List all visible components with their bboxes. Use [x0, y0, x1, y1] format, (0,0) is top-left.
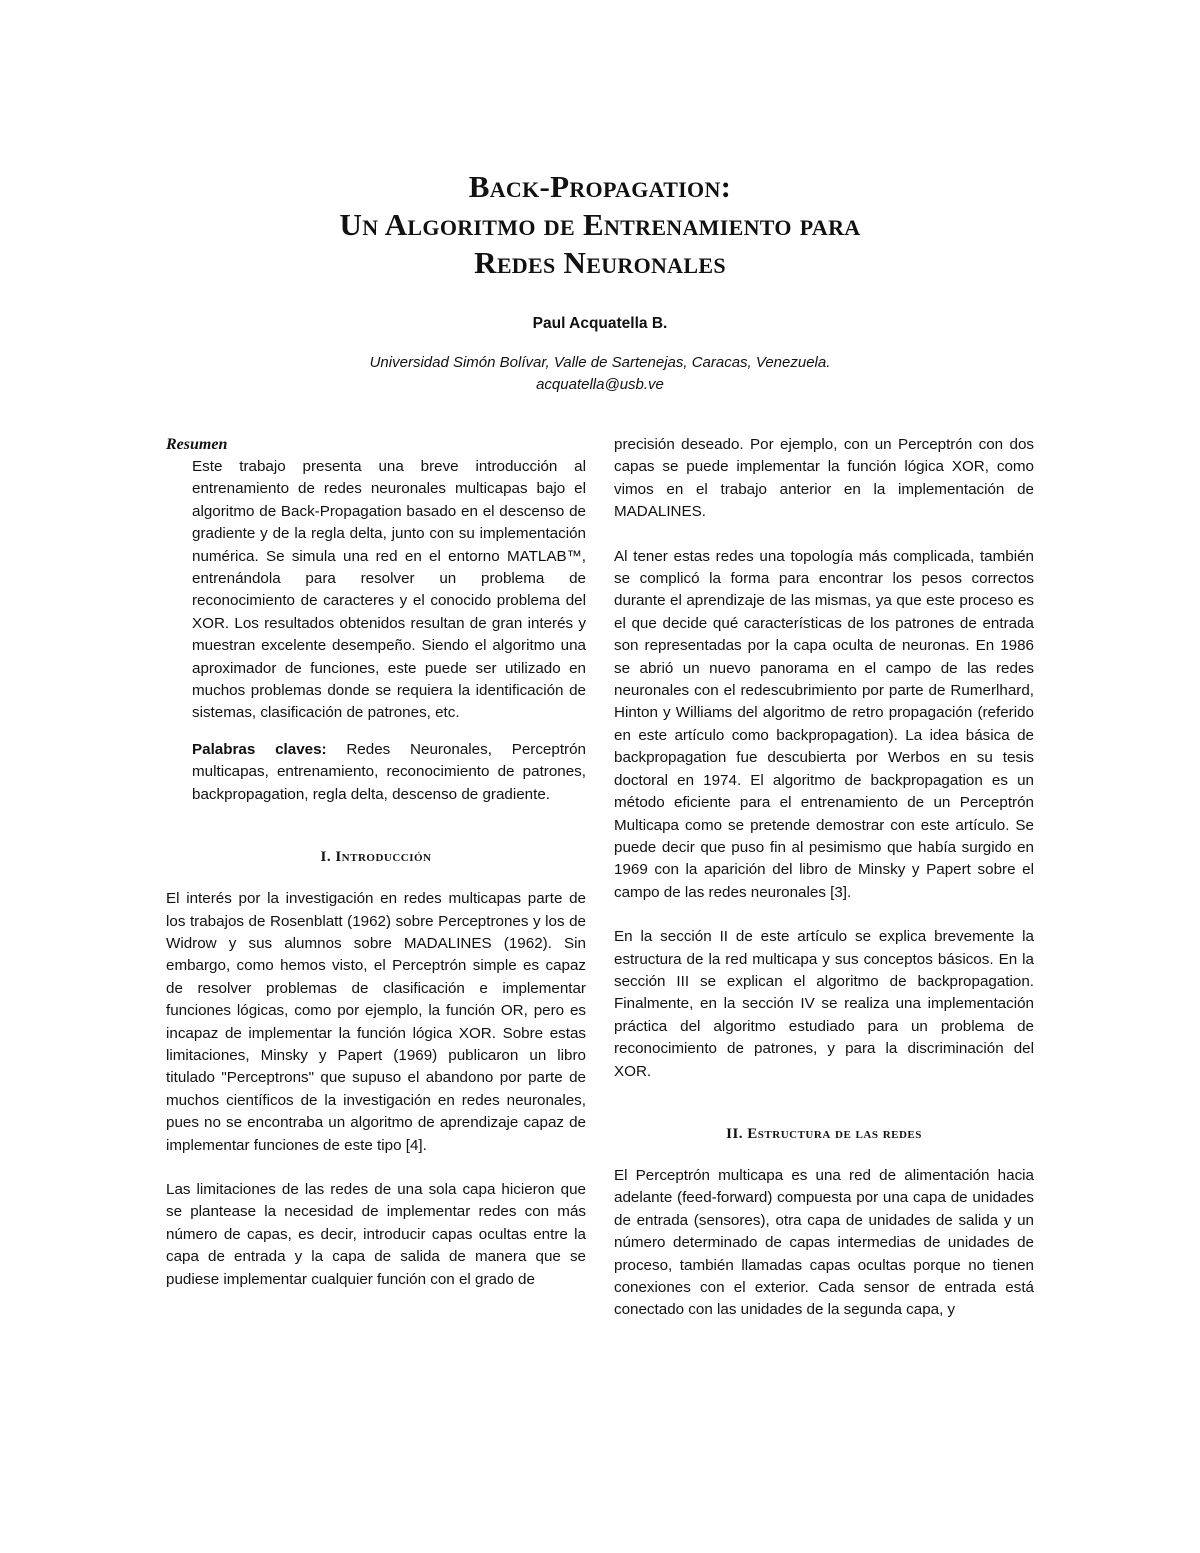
title-line-2: Un Algoritmo de Entrenamiento para — [339, 207, 861, 242]
intro-paragraph-2: Las limitaciones de las redes de una sola capa hicieron que se plantease la necesidad de implementar redes con más número de capas, es decir, introducir capas ocultas entre la capa de entrada y la capa de salida de manera que se pudiese implementar cualquier función con el grado de — [166, 1180, 586, 1288]
abstract-text: Este trabajo presenta una breve introducción al entrenamiento de redes neuronales multicapas bajo el algoritmo de Back-Propagation basado en el descenso de gradiente y de la regla delta, junto con su implementación numérica. Se simula una red en el entorno MATLAB™, entrenándola para resolver un problema de reconocimiento de caracteres y el conocido problema del XOR. Los resultados obtenidos resultan de gran interés y muestran excelente desempeño. Siendo el algoritmo una aproximador de funciones, este puede ser utilizado en muchos problemas donde se requiera la identificación de sistemas, clasificación de patrones, etc. — [192, 458, 586, 722]
left-column — [166, 434, 586, 1291]
affiliation: Universidad Simón Bolívar, Valle de Sartenejas, Caracas, Venezuela. — [369, 354, 831, 371]
author-email: acquatella@usb.ve — [536, 376, 664, 393]
title-line-1: Back-Propagation: — [468, 169, 732, 204]
right-paragraph-1: precisión deseado. Por ejemplo, con un Perceptrón con dos capas se puede implementar la función lógica XOR, como vimos en el trabajo anterior en la implementación de MADALINES. — [614, 436, 1034, 521]
author-name: Paul Acquatella B. — [532, 315, 668, 332]
right-column — [614, 434, 1034, 1322]
estructura-paragraph-1: El Perceptrón multicapa es una red de alimentación hacia adelante (feed-forward) compuesta por una capa de unidades de entrada (sensores), otra capa de unidades de salida y un número determinado de capas intermedias de unidades de proceso, también llamadas capas ocultas porque no tienen conexiones con el exterior. Cada sensor de entrada está conectado con las unidades de la segunda capa, y — [614, 1166, 1034, 1319]
keywords-label: Palabras claves: — [192, 740, 327, 758]
keywords-text: Redes Neuronales, Perceptrón multicapas, entrenamiento, reconocimiento de patrones, backpropagation, regla delta, descenso de gradiente. — [192, 740, 586, 803]
intro-paragraph-1: El interés por la investigación en redes multicapas parte de los trabajos de Rosenblatt (1962) sobre Perceptrones y los de Widrow y sus alumnos sobre MADALINES (1962). Sin embargo, como hemos visto, el Perceptrón simple es capaz de resolver problemas de clasificación e implementar funciones lógicas, como por ejemplo, la función OR, pero es incapaz de implementar la función lógica XOR. Sobre estas limitaciones, Minsky y Papert (1969) publicaron un libro titulado "Perceptrons" que supuso el abandono por parte de muchos científicos de la investigación en redes neuronales, pues no se encontraba un algoritmo de aprendizaje capaz de implementar funciones de este tipo [4]. — [166, 890, 586, 1154]
title-line-3: Redes Neuronales — [474, 245, 726, 280]
keywords-paragraph — [192, 739, 586, 806]
title-block — [0, 168, 1200, 396]
right-paragraph-3: En la sección II de este artículo se explica brevemente la estructura de la red multicapa y sus conceptos básicos. En la sección III se explican el algoritmo de backpropagation. Finalmente, en la sección IV se realiza una implementación práctica del algoritmo estudiado para un problema de reconocimiento de patrones, y para la discriminación del XOR. — [614, 928, 1034, 1080]
abstract-body — [192, 456, 586, 806]
abstract-label: Resumen — [166, 436, 228, 453]
section-heading-estructura: II. Estructura de las redes — [726, 1125, 922, 1142]
right-paragraph-2: Al tener estas redes una topología más complicada, también se complicó la forma para encontrar los pesos correctos durante el aprendizaje de las mismas, ya que este proceso es el que decide qué características de los patrones de entrada son representadas por la capa oculta de neuronas. En 1986 se abrió un nuevo panorama en el campo de las redes neuronales con el redescubrimiento por parte de Rumerlhard, Hinton y Williams del algoritmo de retro propagación (referido en este artículo como backpropagation). La idea básica de backpropagation fue descubierta por Werbos en su tesis doctoral en 1974. El algoritmo de backpropagation es un método eficiente para el entrenamiento de un Perceptrón Multicapa como se pretende demostrar con este artículo. Se puede decir que puso fin al pesimismo que había surgido en 1969 con la aparición del libro de Minsky y Papert sobre el campo de las redes neuronales [3]. — [614, 547, 1034, 901]
section-heading-introduccion: I. Introducción — [320, 849, 432, 866]
